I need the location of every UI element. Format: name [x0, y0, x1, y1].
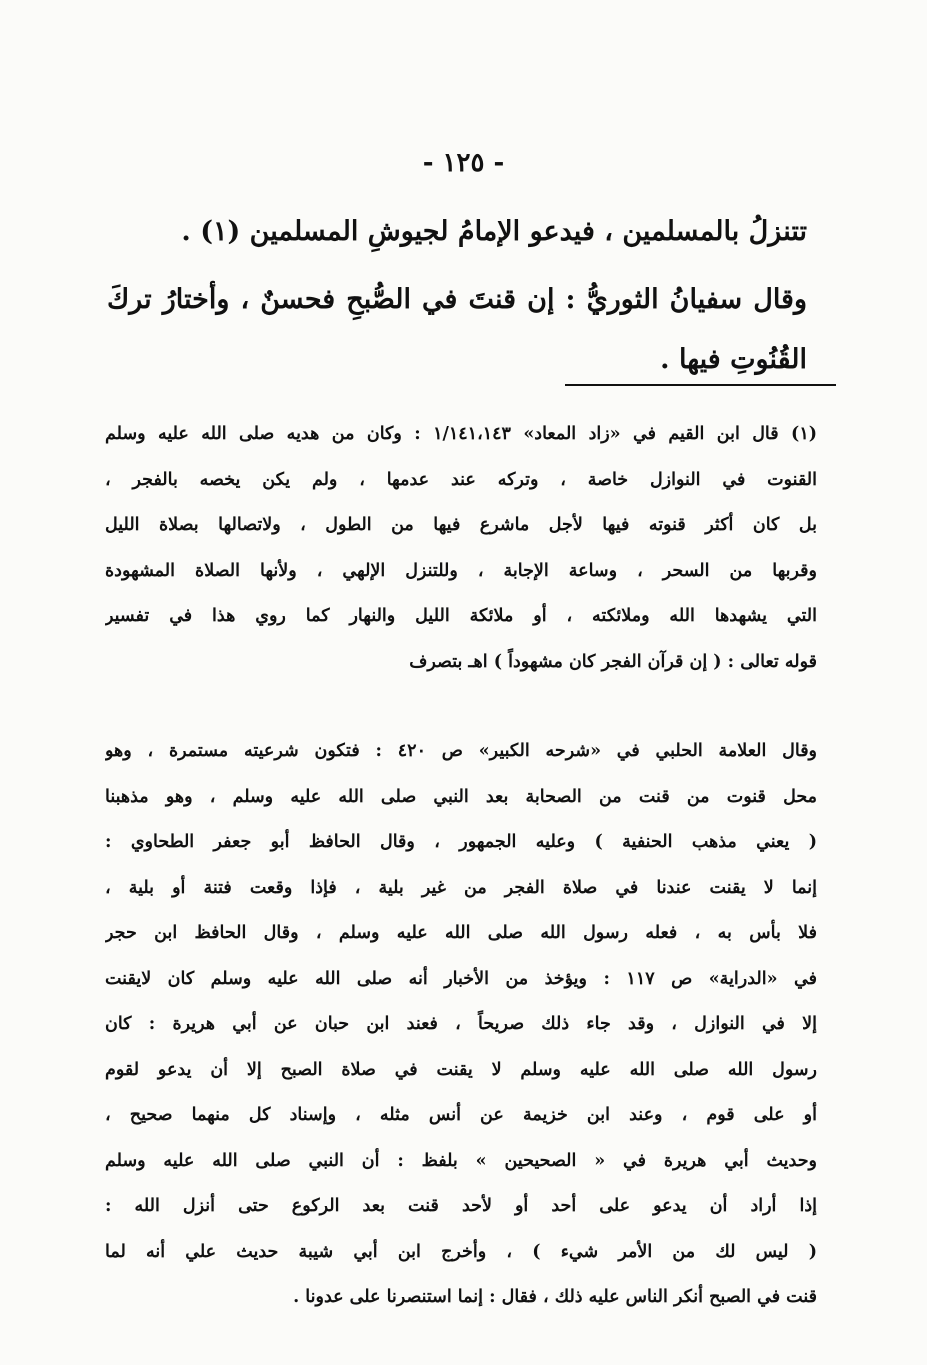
- footnote-line: فلا بأس به ، فعله رسول الله صلى الله عليه وسلم ، وقال الحافظ ابن حجر: [105, 923, 817, 943]
- main-text-line: القُنُوتِ فيها .: [660, 344, 807, 375]
- footnote-continuation: [105, 729, 817, 1321]
- footnote-line: وقربها من السحر ، وساعة الإجابة ، وللتنزل الإلهي ، ولأنها الصلاة المشهودة: [105, 560, 817, 581]
- footnotes: [105, 412, 817, 1321]
- main-text-line: تتنزلُ بالمسلمين ، فيدعو الإمامُ لجيوشِ المسلمين (١) .: [181, 216, 807, 247]
- footnote-line: ( يعني مذهب الحنفية ) وعليه الجمهور ، وقال الحافظ أبو جعفر الطحاوي :: [105, 832, 817, 852]
- footnote-line: بل كان أكثر قنوته فيها لأجل ماشرع فيها من الطول ، ولاتصالها بصلاة الليل: [105, 515, 817, 535]
- footnote-line: في «الدراية» ص ١١٧ : ويؤخذ من الأخبار أنه صلى الله عليه وسلم كان لايقنت: [105, 968, 817, 989]
- footnote-line: إذا أراد أن يدعو على أحد أو لأحد قنت بعد الركوع حتى أنزل الله :: [105, 1196, 817, 1216]
- main-text: [107, 202, 807, 390]
- footnote-line: إلا في النوازل ، وقد جاء ذلك صريحاً ، فعند ابن حبان عن أبي هريرة : كان: [105, 1014, 817, 1034]
- footnote-line: إنما لا يقنت عندنا في صلاة الفجر من غير بلية ، فإذا وقعت فتنة أو بلية ،: [105, 877, 817, 898]
- footnote-line: وقال العلامة الحلبي في «شرحه الكبير» ص ٤٢٠ : فتكون شرعيته مستمرة ، وهو: [105, 741, 817, 761]
- footnote-line: محل قنوت من قنت من الصحابة بعد النبي صلى الله عليه وسلم ، وهو مذهبنا: [105, 786, 817, 807]
- footnote-line: قوله تعالى : ( إن قرآن الفجر كان مشهوداً ) اهـ بتصرف: [409, 651, 817, 672]
- footnote-line: وحديث أبي هريرة في « الصحيحين » بلفظ : أن النبي صلى الله عليه وسلم: [105, 1150, 817, 1171]
- footnote-line: رسول الله صلى الله عليه وسلم لا يقنت في صلاة الصبح إلا أن يدعو لقوم: [105, 1059, 817, 1080]
- paragraph-gap: [105, 685, 817, 729]
- footnote-line: التي يشهدها الله وملائكته ، أو ملائكة الليل والنهار كما روي هذا في تفسير: [105, 606, 817, 626]
- footnote-1: [105, 412, 817, 685]
- footnote-line: (١) قال ابن القيم في «زاد المعاد» ١/١٤١،١٤٣ : وكان من هديه صلى الله عليه وسلم: [105, 424, 817, 444]
- footnote-separator: [565, 384, 836, 386]
- main-text-line: وقال سفيانُ الثوريُّ : إن قنتَ في الصُّبحِ فحسنٌ ، وأختارُ تركَ: [107, 284, 807, 315]
- footnote-line: أو على قوم ، وعند ابن خزيمة عن أنس مثله ، وإسناد كل منهما صحيح ،: [105, 1105, 817, 1125]
- footnote-line: القنوت في النوازل خاصة ، وتركه عند عدمها ، ولم يكن يخصه بالفجر ،: [105, 469, 817, 490]
- footnote-line: ( ليس لك من الأمر شيء ) ، وأخرج ابن أبي شيبة حديث علي أنه لما: [105, 1241, 817, 1262]
- footnote-line: قنت في الصبح أنكر الناس عليه ذلك ، فقال : إنما استنصرنا على عدونا .: [293, 1287, 817, 1307]
- page-number: - ١٢٥ -: [422, 148, 505, 178]
